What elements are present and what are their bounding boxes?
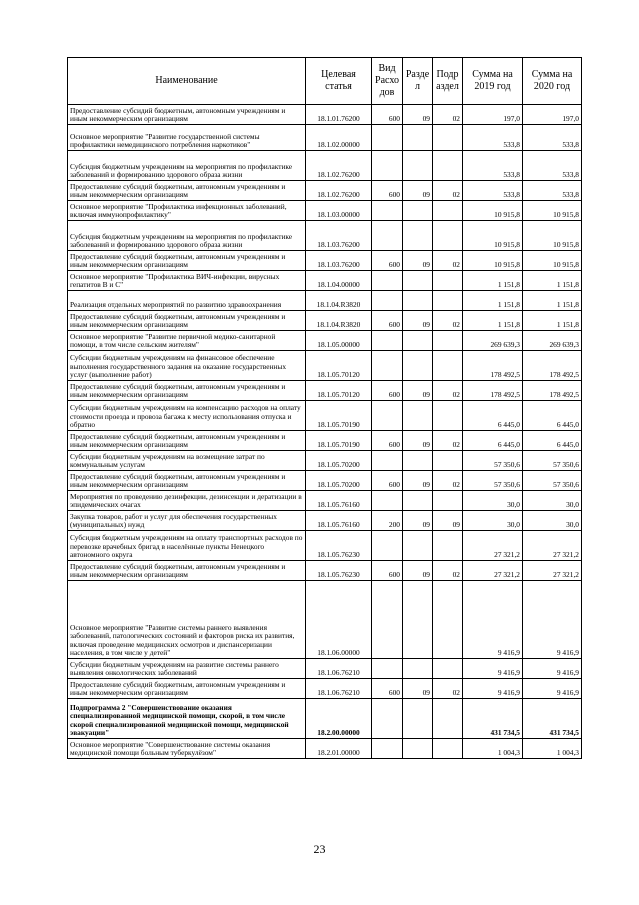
- target-article-cell: 18.1.02.00000: [306, 125, 372, 151]
- expense-type-cell: [372, 659, 403, 679]
- table-row: [68, 401, 582, 431]
- sum-2020-cell: 9 416,9: [523, 659, 582, 679]
- target-article-cell: 18.1.05.76230: [306, 531, 372, 561]
- budget-table-sheet: [67, 57, 581, 759]
- sum-2020-cell: 269 639,3: [523, 331, 582, 351]
- section-cell: [403, 331, 433, 351]
- section-cell: [403, 699, 433, 739]
- row-name-cell: Субсидии бюджетным учреждениям на финансовое обеспечение выполнения государственного задания на оказание государственных услуг (выполнение работ): [68, 351, 306, 381]
- expense-type-cell: [372, 699, 403, 739]
- section-cell: 09: [403, 181, 433, 201]
- sum-2019-cell: 197,0: [463, 105, 523, 125]
- sum-2019-cell: 6 445,0: [463, 431, 523, 451]
- header-section: Разде л: [403, 58, 433, 105]
- sum-2019-cell: 533,8: [463, 181, 523, 201]
- subsection-cell: [433, 401, 463, 431]
- section-cell: 09: [403, 679, 433, 699]
- header-name: Наименование: [68, 58, 306, 105]
- sum-2020-cell: 431 734,5: [523, 699, 582, 739]
- target-article-cell: 18.1.06.76210: [306, 659, 372, 679]
- table-row: [68, 531, 582, 561]
- row-name-cell: Основное мероприятие "Профилактика инфекционных заболеваний, включая иммунопрофилактику": [68, 201, 306, 221]
- expense-type-cell: [372, 151, 403, 181]
- sum-2019-cell: 269 639,3: [463, 331, 523, 351]
- subsection-cell: 02: [433, 431, 463, 451]
- sum-2020-cell: 6 445,0: [523, 401, 582, 431]
- target-article-cell: 18.1.05.70200: [306, 471, 372, 491]
- section-cell: 09: [403, 105, 433, 125]
- section-cell: [403, 659, 433, 679]
- target-article-cell: 18.1.05.70120: [306, 351, 372, 381]
- target-article-cell: 18.1.05.00000: [306, 331, 372, 351]
- subsection-cell: [433, 201, 463, 221]
- subsection-cell: 02: [433, 471, 463, 491]
- section-cell: 09: [403, 561, 433, 581]
- target-article-cell: 18.1.04.00000: [306, 271, 372, 291]
- expense-type-cell: 600: [372, 679, 403, 699]
- table-row: [68, 381, 582, 401]
- table-row: [68, 739, 582, 759]
- table-row: [68, 151, 582, 181]
- sum-2019-cell: 30,0: [463, 491, 523, 511]
- table-row: [68, 105, 582, 125]
- sum-2019-cell: 178 492,5: [463, 351, 523, 381]
- sum-2020-cell: 1 004,3: [523, 739, 582, 759]
- expense-type-cell: [372, 451, 403, 471]
- sum-2019-cell: 10 915,8: [463, 221, 523, 251]
- table-row: [68, 271, 582, 291]
- table-row: [68, 291, 582, 311]
- table-header-row: [68, 58, 582, 105]
- section-cell: [403, 221, 433, 251]
- table-row: [68, 451, 582, 471]
- subsection-cell: [433, 151, 463, 181]
- expense-type-cell: [372, 271, 403, 291]
- table-body: [68, 105, 582, 759]
- target-article-cell: 18.1.01.76200: [306, 105, 372, 125]
- sum-2019-cell: 10 915,8: [463, 251, 523, 271]
- table-row: [68, 511, 582, 531]
- sum-2020-cell: 10 915,8: [523, 201, 582, 221]
- sum-2020-cell: 27 321,2: [523, 531, 582, 561]
- row-name-cell: Субсидия бюджетным учреждениям на оплату транспортных расходов по перевозке врачебных бригад в населённые пункты Ненецкого автономного округа: [68, 531, 306, 561]
- subsection-cell: [433, 291, 463, 311]
- table-row: [68, 201, 582, 221]
- target-article-cell: 18.1.04.R3820: [306, 311, 372, 331]
- expense-type-cell: 200: [372, 511, 403, 531]
- section-cell: [403, 201, 433, 221]
- table-row: [68, 311, 582, 331]
- table-row: [68, 125, 582, 151]
- section-cell: [403, 291, 433, 311]
- sum-2019-cell: 57 350,6: [463, 471, 523, 491]
- target-article-cell: 18.1.02.76200: [306, 181, 372, 201]
- section-cell: 09: [403, 251, 433, 271]
- table-row: [68, 679, 582, 699]
- expense-type-cell: [372, 201, 403, 221]
- expense-type-cell: [372, 401, 403, 431]
- subsection-cell: [433, 451, 463, 471]
- table-row: [68, 181, 582, 201]
- target-article-cell: 18.1.05.70200: [306, 451, 372, 471]
- sum-2020-cell: 178 492,5: [523, 381, 582, 401]
- sum-2020-cell: 178 492,5: [523, 351, 582, 381]
- sum-2019-cell: 178 492,5: [463, 381, 523, 401]
- sum-2020-cell: 533,8: [523, 181, 582, 201]
- header-target-article: Целевая статья: [306, 58, 372, 105]
- section-cell: [403, 125, 433, 151]
- subsection-cell: [433, 581, 463, 659]
- row-name-cell: Предоставление субсидий бюджетным, автономным учреждениям и иным некоммерческим организациям: [68, 561, 306, 581]
- subsection-cell: 02: [433, 381, 463, 401]
- sum-2020-cell: 57 350,6: [523, 451, 582, 471]
- expense-type-cell: [372, 581, 403, 659]
- row-name-cell: Субсидия бюджетным учреждениям на мероприятия по профилактике заболеваний и формированию здорового образа жизни: [68, 151, 306, 181]
- section-cell: [403, 451, 433, 471]
- subsection-cell: 02: [433, 561, 463, 581]
- expense-type-cell: [372, 739, 403, 759]
- subsection-cell: [433, 125, 463, 151]
- row-name-cell: Субсидии бюджетным учреждениям на компенсацию расходов на оплату стоимости проезда и провоза багажа к месту использования отпуска и обратно: [68, 401, 306, 431]
- table-row: [68, 659, 582, 679]
- table-row: [68, 581, 582, 659]
- table-row: [68, 331, 582, 351]
- expense-type-cell: [372, 491, 403, 511]
- section-cell: [403, 531, 433, 561]
- expense-type-cell: 600: [372, 105, 403, 125]
- section-cell: [403, 491, 433, 511]
- page-number: 23: [313, 842, 326, 856]
- expense-type-cell: [372, 531, 403, 561]
- section-cell: 09: [403, 431, 433, 451]
- table-row: [68, 351, 582, 381]
- section-cell: 09: [403, 471, 433, 491]
- sum-2020-cell: 10 915,8: [523, 251, 582, 271]
- subsection-cell: [433, 699, 463, 739]
- subsection-cell: [433, 351, 463, 381]
- target-article-cell: 18.1.03.00000: [306, 201, 372, 221]
- expense-type-cell: [372, 125, 403, 151]
- section-cell: [403, 271, 433, 291]
- row-name-cell: Закупка товаров, работ и услуг для обеспечения государственных (муниципальных) нужд: [68, 511, 306, 531]
- section-cell: [403, 581, 433, 659]
- subsection-cell: 02: [433, 105, 463, 125]
- target-article-cell: 18.1.03.76200: [306, 221, 372, 251]
- expense-type-cell: 600: [372, 311, 403, 331]
- row-name-cell: Субсидии бюджетным учреждениям на возмещение затрат по коммунальным услугам: [68, 451, 306, 471]
- sum-2020-cell: 27 321,2: [523, 561, 582, 581]
- sum-2020-cell: 10 915,8: [523, 221, 582, 251]
- sum-2020-cell: 197,0: [523, 105, 582, 125]
- section-cell: 09: [403, 511, 433, 531]
- header-subsection: Подр аздел: [433, 58, 463, 105]
- section-cell: [403, 151, 433, 181]
- sum-2020-cell: 6 445,0: [523, 431, 582, 451]
- target-article-cell: 18.1.06.76210: [306, 679, 372, 699]
- row-name-cell: Субсидия бюджетным учреждениям на мероприятия по профилактике заболеваний и формированию здорового образа жизни: [68, 221, 306, 251]
- sum-2019-cell: 30,0: [463, 511, 523, 531]
- expense-type-cell: [372, 351, 403, 381]
- target-article-cell: 18.1.02.76200: [306, 151, 372, 181]
- header-sum-2019: Сумма на 2019 год: [463, 58, 523, 105]
- sum-2019-cell: 1 151,8: [463, 311, 523, 331]
- target-article-cell: 18.1.05.76160: [306, 491, 372, 511]
- target-article-cell: 18.1.06.00000: [306, 581, 372, 659]
- budget-table: [67, 57, 582, 759]
- subsection-cell: [433, 659, 463, 679]
- subsection-cell: [433, 491, 463, 511]
- target-article-cell: 18.1.05.70120: [306, 381, 372, 401]
- subsection-cell: 02: [433, 679, 463, 699]
- section-cell: 09: [403, 381, 433, 401]
- row-name-cell: Предоставление субсидий бюджетным, автономным учреждениям и иным некоммерческим организациям: [68, 471, 306, 491]
- row-name-cell: Основное мероприятие "Развитие государственной системы профилактики немедицинского потребления наркотиков": [68, 125, 306, 151]
- header-sum-2020: Сумма на 2020 год: [523, 58, 582, 105]
- row-name-cell: Основное мероприятие "Развитие первичной медико-санитарной помощи, в том числе сельским жителям": [68, 331, 306, 351]
- row-name-cell: Основное мероприятие "Совершенствование системы оказания медицинской помощи больным туберкулёзом": [68, 739, 306, 759]
- expense-type-cell: 600: [372, 381, 403, 401]
- subsection-cell: 02: [433, 181, 463, 201]
- row-name-cell: Мероприятия по проведению дезинфекции, дезинсекции и дератизации в эпидемических очагах: [68, 491, 306, 511]
- target-article-cell: 18.2.00.00000: [306, 699, 372, 739]
- section-cell: [403, 739, 433, 759]
- sum-2019-cell: 9 416,9: [463, 659, 523, 679]
- row-name-cell: Предоставление субсидий бюджетным, автономным учреждениям и иным некоммерческим организациям: [68, 251, 306, 271]
- sum-2020-cell: 57 350,6: [523, 471, 582, 491]
- row-name-cell: Основное мероприятие "Профилактика ВИЧ-инфекции, вирусных гепатитов В и С": [68, 271, 306, 291]
- subsection-cell: 02: [433, 251, 463, 271]
- expense-type-cell: [372, 221, 403, 251]
- table-row: [68, 431, 582, 451]
- row-name-cell: Предоставление субсидий бюджетным, автономным учреждениям и иным некоммерческим организациям: [68, 181, 306, 201]
- target-article-cell: 18.1.05.70190: [306, 431, 372, 451]
- sum-2019-cell: 27 321,2: [463, 531, 523, 561]
- expense-type-cell: [372, 291, 403, 311]
- row-name-cell: Предоставление субсидий бюджетным, автономным учреждениям и иным некоммерческим организациям: [68, 105, 306, 125]
- section-cell: [403, 351, 433, 381]
- row-name-cell: Предоставление субсидий бюджетным, автономным учреждениям и иным некоммерческим организациям: [68, 431, 306, 451]
- row-name-cell: Основное мероприятие "Развитие системы раннего выявления заболеваний, патологических состояний и факторов риска их развития, включая проведение медицинских осмотров и диспансеризации населения, в том числе у детей": [68, 581, 306, 659]
- expense-type-cell: 600: [372, 431, 403, 451]
- target-article-cell: 18.1.05.76230: [306, 561, 372, 581]
- section-cell: [403, 401, 433, 431]
- sum-2020-cell: 1 151,8: [523, 271, 582, 291]
- sum-2019-cell: 533,8: [463, 151, 523, 181]
- expense-type-cell: 600: [372, 471, 403, 491]
- expense-type-cell: 600: [372, 561, 403, 581]
- header-expense-type: Вид Расхо дов: [372, 58, 403, 105]
- row-name-cell: Предоставление субсидий бюджетным, автономным учреждениям и иным некоммерческим организациям: [68, 381, 306, 401]
- subsection-cell: [433, 531, 463, 561]
- row-name-cell: Реализация отдельных мероприятий по развитию здравоохранения: [68, 291, 306, 311]
- row-name-cell: Подпрограмма 2 "Совершенствование оказания специализированной медицинской помощи, скорой, в том числе скорой специализированной медицинской помощи, медицинской эвакуации": [68, 699, 306, 739]
- sum-2019-cell: 431 734,5: [463, 699, 523, 739]
- table-row: [68, 471, 582, 491]
- sum-2019-cell: 6 445,0: [463, 401, 523, 431]
- target-article-cell: 18.1.04.R3820: [306, 291, 372, 311]
- sum-2020-cell: 533,8: [523, 151, 582, 181]
- sum-2019-cell: 1 151,8: [463, 271, 523, 291]
- sum-2019-cell: 1 151,8: [463, 291, 523, 311]
- table-row: [68, 221, 582, 251]
- row-name-cell: Предоставление субсидий бюджетным, автономным учреждениям и иным некоммерческим организациям: [68, 311, 306, 331]
- subsection-cell: [433, 221, 463, 251]
- sum-2019-cell: 57 350,6: [463, 451, 523, 471]
- subsection-cell: [433, 271, 463, 291]
- table-row: [68, 491, 582, 511]
- sum-2019-cell: 533,8: [463, 125, 523, 151]
- sum-2020-cell: 533,8: [523, 125, 582, 151]
- table-row: [68, 699, 582, 739]
- expense-type-cell: [372, 331, 403, 351]
- expense-type-cell: 600: [372, 181, 403, 201]
- sum-2019-cell: 9 416,9: [463, 679, 523, 699]
- section-cell: 09: [403, 311, 433, 331]
- subsection-cell: [433, 739, 463, 759]
- row-name-cell: Предоставление субсидий бюджетным, автономным учреждениям и иным некоммерческим организациям: [68, 679, 306, 699]
- sum-2020-cell: 1 151,8: [523, 291, 582, 311]
- subsection-cell: 09: [433, 511, 463, 531]
- target-article-cell: 18.1.05.70190: [306, 401, 372, 431]
- sum-2019-cell: 9 416,9: [463, 581, 523, 659]
- table-row: [68, 561, 582, 581]
- sum-2020-cell: 1 151,8: [523, 311, 582, 331]
- subsection-cell: 02: [433, 311, 463, 331]
- sum-2020-cell: 30,0: [523, 491, 582, 511]
- sum-2019-cell: 27 321,2: [463, 561, 523, 581]
- row-name-cell: Субсидии бюджетным учреждениям на развитие системы раннего выявления онкологических заболеваний: [68, 659, 306, 679]
- target-article-cell: 18.1.03.76200: [306, 251, 372, 271]
- sum-2020-cell: 9 416,9: [523, 679, 582, 699]
- target-article-cell: 18.2.01.00000: [306, 739, 372, 759]
- target-article-cell: 18.1.05.76160: [306, 511, 372, 531]
- sum-2019-cell: 1 004,3: [463, 739, 523, 759]
- expense-type-cell: 600: [372, 251, 403, 271]
- sum-2020-cell: 30,0: [523, 511, 582, 531]
- table-row: [68, 251, 582, 271]
- subsection-cell: [433, 331, 463, 351]
- sum-2020-cell: 9 416,9: [523, 581, 582, 659]
- sum-2019-cell: 10 915,8: [463, 201, 523, 221]
